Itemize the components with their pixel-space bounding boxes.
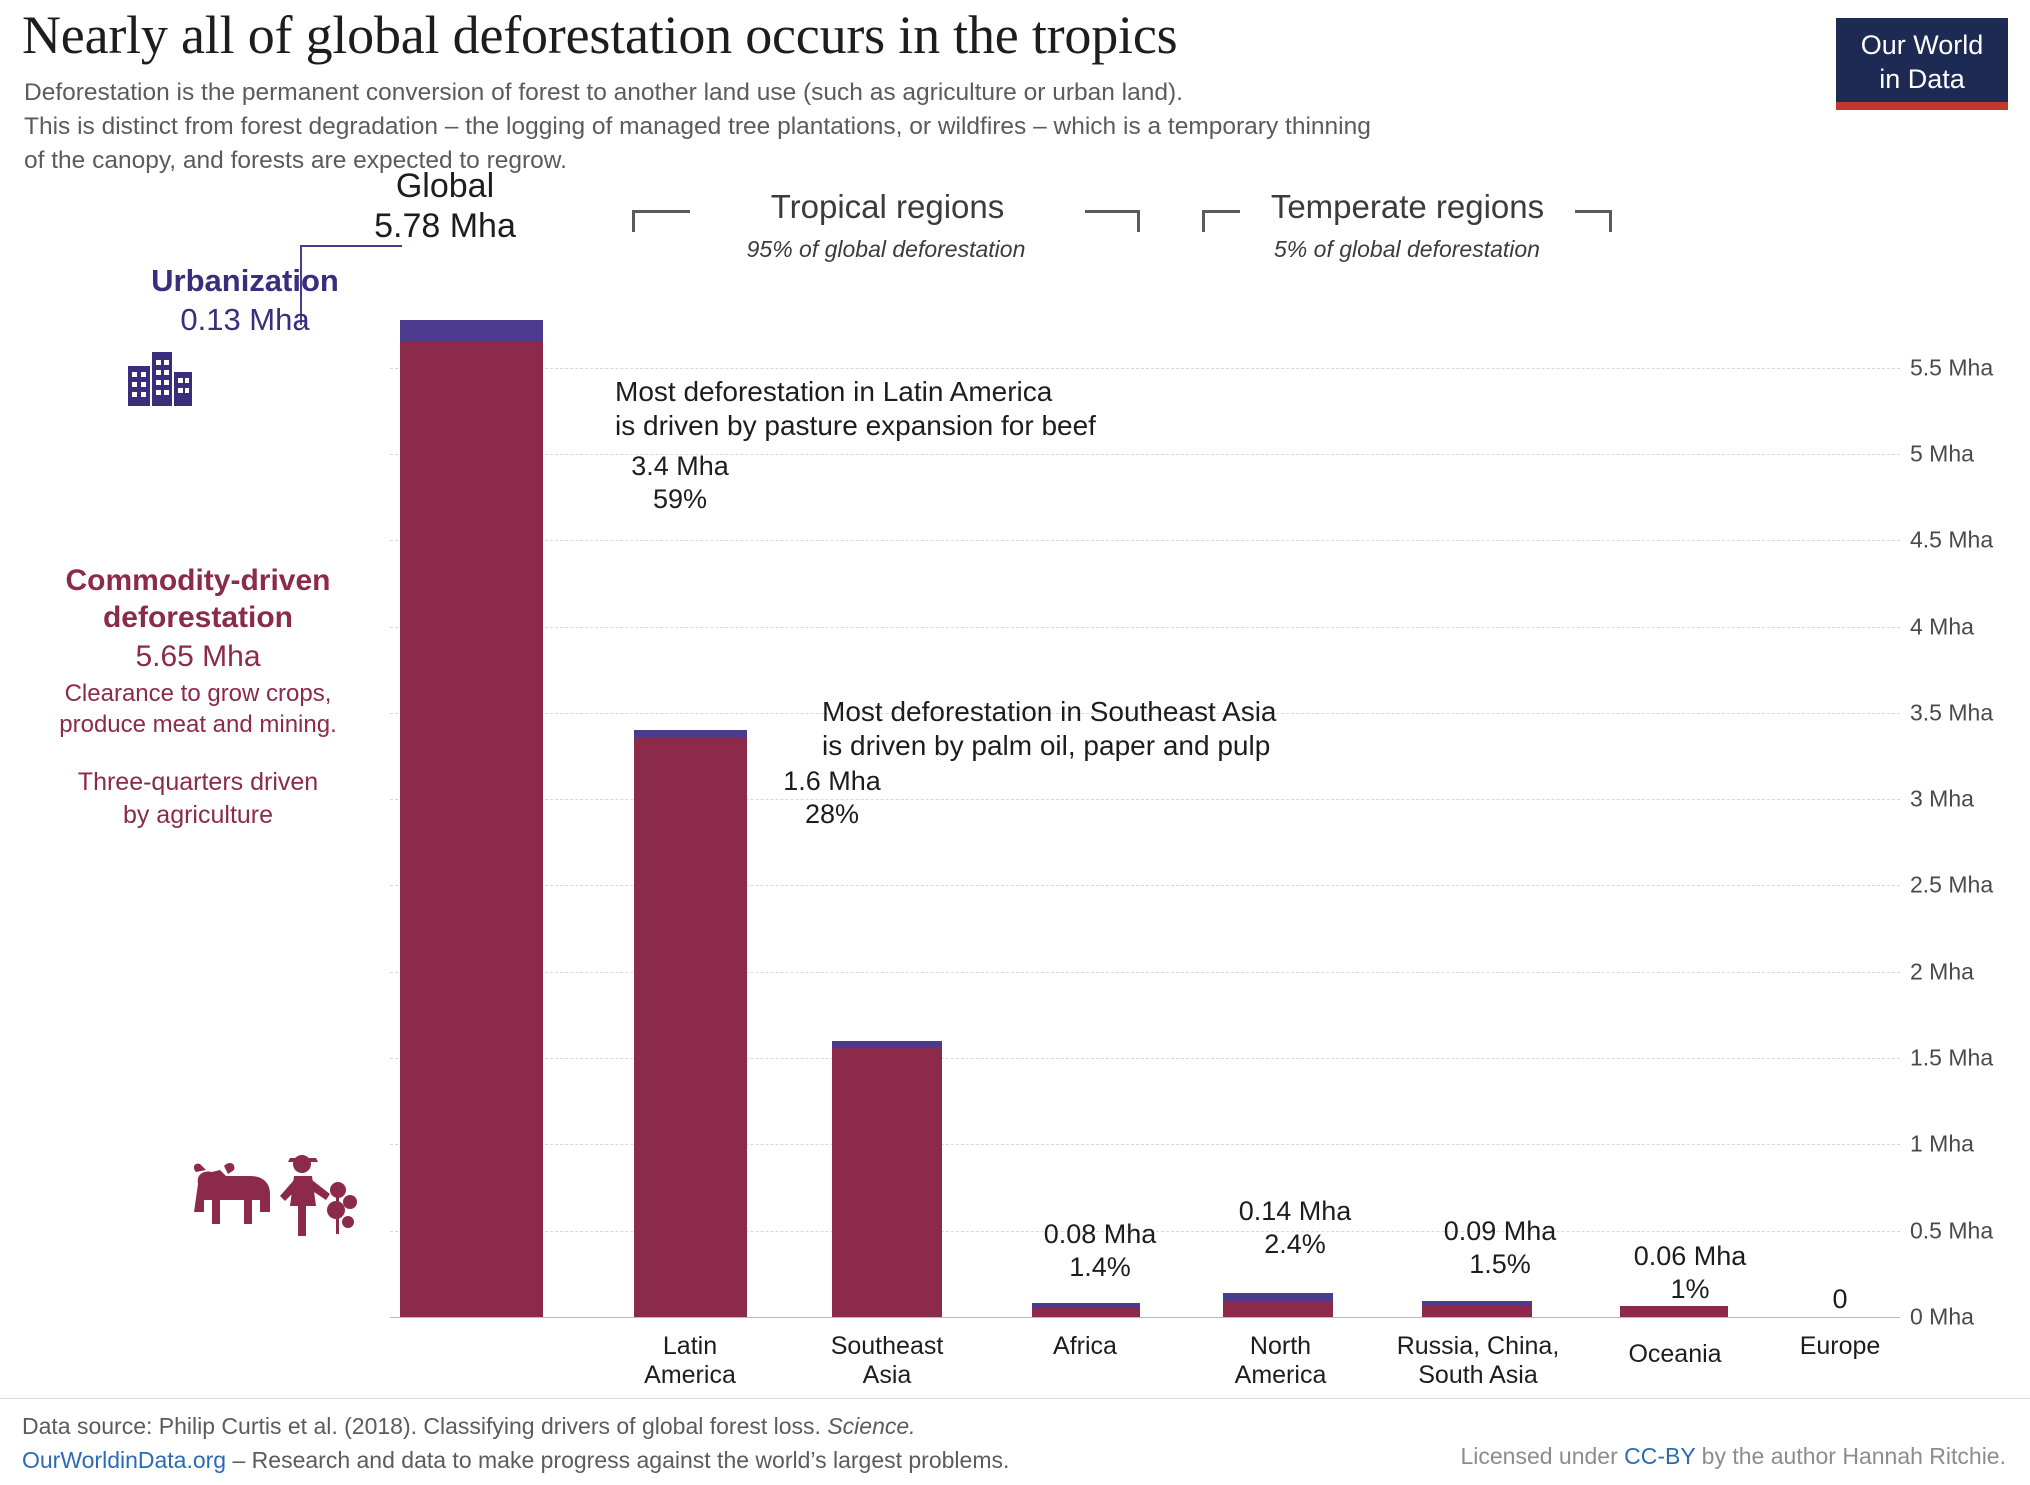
annotation-sea-line-2: is driven by palm oil, paper and pulp [822, 730, 1271, 761]
gridline-0 [390, 1317, 1900, 1318]
legend-urbanization [110, 262, 380, 340]
bar-label-latin-america [625, 1332, 755, 1390]
temperate-regions-sublabel: 5% of global deforestation [1274, 236, 1540, 262]
bar-russia-value-mha: 0.09 Mha [1443, 1216, 1557, 1246]
footer-license-rest: by the author Hannah Ritchie. [1695, 1443, 2006, 1469]
legend-commodity-title-line-1: Commodity-driven [65, 564, 331, 597]
bar-global[interactable] [400, 320, 543, 1317]
footer-site-rest: – Research and data to make progress against the world’s largest problems. [226, 1447, 1010, 1473]
gridline-1 [390, 1144, 1900, 1145]
legend-commodity-note-line-1: Three-quarters driven [77, 768, 319, 796]
logo-underline [1836, 102, 2008, 110]
bar-oceania-value-pct: 1% [1670, 1274, 1710, 1304]
bar-north-america[interactable] [1223, 1293, 1333, 1317]
bar-label-north-america [1208, 1332, 1353, 1390]
footer-source-prefix: Data source: Philip Curtis et al. (2018). Classifying drivers of global forest loss. [22, 1413, 828, 1439]
bar-label-oceania-line-1: Oceania [1628, 1340, 1722, 1368]
bar-north-america-value [1185, 1195, 1405, 1261]
footer-site-line [22, 1443, 1009, 1477]
gridline-1.5 [390, 1058, 1900, 1059]
bar-russia-china-south-asia[interactable] [1422, 1301, 1532, 1317]
bar-north-america-urbanization[interactable] [1223, 1293, 1333, 1301]
subtitle-line-1: Deforestation is the permanent conversion of forest to another land use (such as agriculture or urban land). [24, 79, 1183, 106]
bar-label-southeast-asia-line-2: Asia [862, 1361, 912, 1389]
annotation-latin-america [615, 375, 1275, 443]
bar-latin-america-value [565, 450, 795, 516]
footer [0, 1398, 2030, 1485]
bar-global-urbanization[interactable] [400, 320, 543, 342]
bar-oceania[interactable] [1620, 1306, 1728, 1317]
legend-commodity-title-line-2: deforestation [102, 601, 294, 634]
bar-southeast-asia-value-pct: 28% [804, 799, 860, 829]
footer-left [22, 1409, 1009, 1477]
footer-source-line [22, 1409, 1009, 1443]
bar-africa-value-pct: 1.4% [1069, 1252, 1131, 1282]
bar-oceania-commodity[interactable] [1620, 1306, 1728, 1317]
annotation-sea-line-1: Most deforestation in Southeast Asia [822, 696, 1277, 727]
gridline-2 [390, 972, 1900, 973]
ytick-label-0: 0 Mha [1910, 1303, 1974, 1330]
bar-label-north-america-line-1: North [1249, 1332, 1312, 1360]
footer-license [1460, 1443, 2006, 1470]
gridline-4.5 [390, 540, 1900, 541]
legend-commodity-value: 5.65 Mha [135, 640, 261, 673]
legend-urbanization-title: Urbanization [151, 263, 339, 298]
bar-africa-commodity[interactable] [1032, 1307, 1140, 1317]
tropical-regions-label: Tropical regions [770, 188, 1005, 225]
bar-label-russia-china-south-asia [1378, 1332, 1578, 1390]
bar-label-latin-america-line-1: Latin [662, 1332, 718, 1360]
tropical-regions-sublabel: 95% of global deforestation [746, 236, 1026, 262]
footer-site-link[interactable]: OurWorldinData.org [22, 1447, 227, 1473]
footer-license-link[interactable]: CC-BY [1624, 1443, 1696, 1469]
ytick-label-6: 3 Mha [1910, 785, 1974, 812]
ytick-label-4: 2 Mha [1910, 958, 1974, 985]
bar-north-america-commodity[interactable] [1223, 1300, 1333, 1317]
bar-latin-america-value-pct: 59% [652, 484, 708, 514]
bar-europe-value [1770, 1283, 1910, 1316]
bar-southeast-asia-value [717, 765, 947, 831]
bar-europe-value-mha: 0 [1832, 1284, 1848, 1314]
bar-latin-america-urbanization[interactable] [634, 730, 747, 738]
global-group-label [330, 166, 560, 246]
ytick-label-3: 1.5 Mha [1910, 1044, 1994, 1071]
legend-commodity-desc-line-1: Clearance to grow crops, [64, 680, 332, 707]
bar-label-oceania [1605, 1340, 1745, 1369]
legend-urbanization-value: 0.13 Mha [180, 302, 310, 337]
gridline-3 [390, 799, 1900, 800]
bar-africa-urbanization[interactable] [1032, 1303, 1140, 1308]
bar-label-latin-america-line-2: America [644, 1361, 736, 1389]
gridline-2.5 [390, 885, 1900, 886]
legend-commodity-driven [18, 562, 378, 832]
bar-africa-value-mha: 0.08 Mha [1043, 1219, 1157, 1249]
ytick-label-9: 4.5 Mha [1910, 526, 1994, 553]
bar-africa-value [1000, 1218, 1200, 1284]
bar-label-africa-line-1: Africa [1053, 1332, 1117, 1360]
legend-commodity-desc-line-2: produce meat and mining. [59, 711, 337, 738]
bar-russia-urbanization[interactable] [1422, 1301, 1532, 1306]
gridline-5.5 [390, 368, 1900, 369]
bar-africa[interactable] [1032, 1303, 1140, 1317]
city-buildings-icon [128, 348, 192, 411]
legend-commodity-note-line-2: by agriculture [122, 801, 274, 829]
logo-line-1: Our World [1860, 30, 1984, 60]
logo-line-2: in Data [1879, 64, 1965, 94]
bar-label-africa [1020, 1332, 1150, 1361]
bar-southeast-asia-commodity[interactable] [832, 1047, 942, 1317]
bar-label-russia-line-1: Russia, China, [1396, 1332, 1560, 1360]
subtitle-line-2: This is distinct from forest degradation – the logging of managed tree plantations, or wildfires – which is a temporary thinning [24, 113, 1371, 140]
plot-area [0, 150, 2030, 1389]
bar-label-russia-line-2: South Asia [1418, 1361, 1538, 1389]
annotation-latin-line-2: is driven by pasture expansion for beef [615, 410, 1096, 441]
bar-label-southeast-asia-line-1: Southeast [830, 1332, 944, 1360]
global-value-text: 5.78 Mha [374, 207, 516, 245]
ytick-label-7: 3.5 Mha [1910, 699, 1994, 726]
ytick-label-10: 5 Mha [1910, 440, 1974, 467]
ytick-label-5: 2.5 Mha [1910, 871, 1994, 898]
bar-russia-value-pct: 1.5% [1469, 1249, 1531, 1279]
ytick-label-2: 1 Mha [1910, 1130, 1974, 1157]
bar-southeast-asia[interactable] [832, 1041, 942, 1317]
gridline-4 [390, 627, 1900, 628]
bar-southeast-asia-urbanization[interactable] [832, 1041, 942, 1048]
bar-north-america-value-pct: 2.4% [1264, 1229, 1326, 1259]
footer-source-italic: Science. [827, 1413, 916, 1439]
ytick-label-1: 0.5 Mha [1910, 1217, 1994, 1244]
annotation-southeast-asia [822, 695, 1452, 763]
bar-latin-america-value-mha: 3.4 Mha [631, 451, 729, 481]
global-label-text: Global [395, 167, 495, 205]
temperate-regions-label: Temperate regions [1270, 188, 1545, 225]
bar-label-europe [1770, 1332, 1910, 1361]
subtitle-line-3: of the canopy, and forests are expected to regrow. [24, 147, 567, 174]
bar-label-southeast-asia [812, 1332, 962, 1390]
our-world-in-data-logo[interactable] [1836, 18, 2008, 110]
bar-oceania-value-mha: 0.06 Mha [1633, 1241, 1747, 1271]
bar-southeast-asia-value-mha: 1.6 Mha [783, 766, 881, 796]
bar-global-commodity[interactable] [400, 342, 543, 1317]
bar-russia-commodity[interactable] [1422, 1305, 1532, 1317]
cow-and-farmer-icon [190, 1150, 360, 1245]
annotation-latin-line-1: Most deforestation in Latin America [615, 376, 1053, 407]
page-title: Nearly all of global deforestation occurs in the tropics [22, 5, 1178, 65]
footer-license-prefix: Licensed under [1460, 1443, 1625, 1469]
ytick-label-8: 4 Mha [1910, 613, 1974, 640]
bar-oceania-value [1580, 1240, 1800, 1306]
bar-north-america-value-mha: 0.14 Mha [1238, 1196, 1352, 1226]
ytick-label-11: 5.5 Mha [1910, 354, 1994, 381]
bar-label-north-america-line-2: America [1234, 1361, 1327, 1389]
bar-label-europe-line-1: Europe [1799, 1332, 1881, 1360]
